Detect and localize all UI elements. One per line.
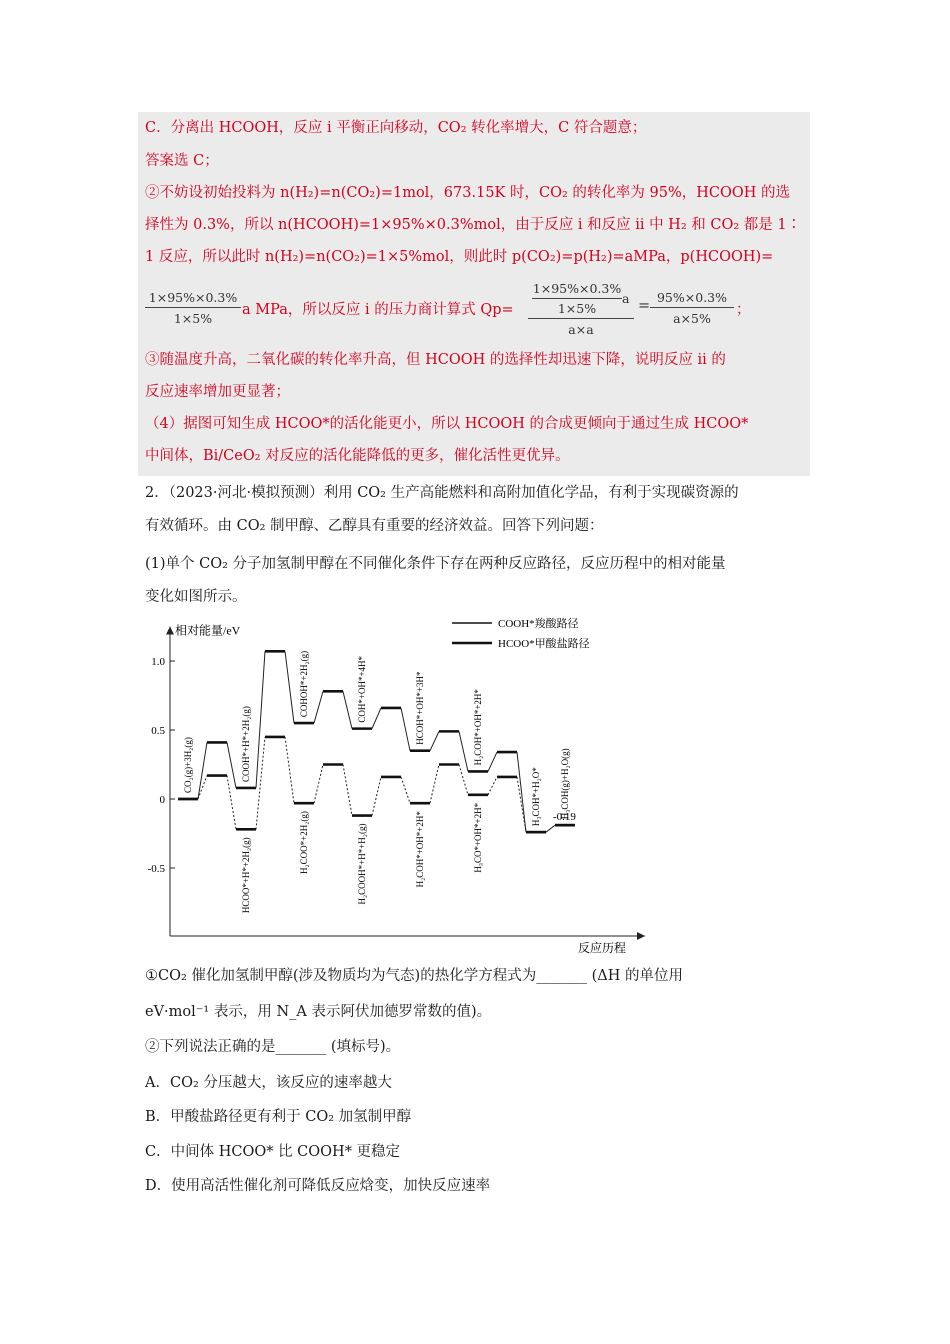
energy-connector [314,691,323,723]
answer-line-9: （4）据图可知生成 HCOO*的活化能更小，所以 HCOOH 的合成更倾向于通过生成 HCOO* [145,416,749,432]
answer-line-4: 择性为 0.3%，所以 n(HCOOH)=1×95%×0.3%mol，由于反应 i 和反应 ii 中 H₂ 和 CO₂ 都是 1∶ [145,217,802,233]
option-c: C．中间体 HCOO* 比 COOH* 更稳定 [145,1144,401,1160]
sub-question-1-line-1: ①CO₂ 催化加氢制甲醇(涉及物质均为气态)的热化学方程式为_______ (ΔH 的单位用 [145,968,683,984]
species-label: H₂COH*+OH*+2H* [415,811,425,888]
final-energy-annotation: -0.19 [553,811,576,824]
energy-connector [285,651,294,723]
y-axis-arrow [166,627,174,635]
option-d: D．使用高活性催化剂可降低反应焓变，加快反应速率 [145,1178,491,1194]
legend-label: HCOO*甲酸盐路径 [498,638,590,650]
energy-connector [256,737,265,829]
energy-connector [488,752,497,771]
energy-connector [198,776,207,799]
species-label: COHOH*+2H₂(g) [299,650,309,718]
species-label: HCOH*+OH*+3H* [415,671,425,745]
semicolon: ； [736,302,751,318]
energy-connector [430,731,439,750]
energy-connector [517,752,526,832]
question-line-3: (1)单个 CO₂ 分子加氢制甲醇在不同催化条件下存在两种反应路径，反应历程中的相对能量 [145,556,726,572]
answer-line-3: ②不妨设初始投料为 n(H₂)=n(CO₂)=1mol，673.15K 时，CO₂ 的转化率为 95%，HCOOH 的选 [145,185,790,201]
energy-connector [285,737,294,803]
energy-connector [459,731,468,771]
option-b: B．甲酸盐路径更有利于 CO₂ 加氢制甲醇 [145,1109,412,1125]
equals-sign: = [638,298,651,314]
x-axis-label: 反应历程 [578,941,627,955]
energy-connector [488,777,497,795]
legend-label: COOH*羧酸路径 [498,618,579,630]
frac1-numerator: 1×95%×0.3% [148,290,238,305]
x-axis-arrow [637,932,645,940]
answer-line-2: 答案选 C； [145,153,219,169]
frac1-denominator: 1×5% [173,311,213,326]
y-axis-label: 相对能量/eV [175,623,241,638]
answer-line-8: 反应速率增加更显著； [145,384,290,400]
energy-connector [314,765,323,804]
energy-connector [343,765,352,816]
energy-connector [256,651,265,788]
y-tick-label: 0.5 [151,725,165,737]
species-label: H₂COOH*+H*+H₂(g) [357,823,367,905]
energy-profile-chart [140,612,660,962]
energy-connector [430,765,439,804]
frac2-denominator: a×a [568,322,594,337]
answer-line-5: 1 反应，所以此时 n(H₂)=n(CO₂)=1×5%mol，则此时 p(CO₂)=p(H₂)=aMPa，p(HCOOH)= [145,249,774,265]
energy-connector [372,777,381,816]
energy-connector [401,708,410,751]
answer-line-6-mid: a MPa，所以反应 i 的压力商计算式 Qp= [242,302,514,318]
sub-question-2: ②下列说法正确的是_______ (填标号)。 [145,1039,401,1055]
species-label: H₃CO*+OH*+2H* [473,802,483,873]
frac1-bar [145,307,241,308]
frac3-denominator: a×5% [673,311,711,326]
energy-connector [459,765,468,795]
species-label: CO₂(g)+3H₂(g) [183,737,193,793]
species-label: H₂COH*+OH*+2H* [473,689,483,766]
frac3-numerator: 95%×0.3% [656,290,727,305]
species-label: COOH*+H*+2H₂(g) [241,706,251,782]
species-label: COH*+OH*+4H* [357,655,367,723]
question-line-2: 有效循环。由 CO₂ 制甲醇、乙醇具有重要的经济效益。回答下列问题： [145,518,604,534]
y-tick-label: 1.0 [151,656,165,668]
frac2-inner-bar [532,298,622,299]
species-label: HCOO*+H*+2H₂(g) [241,837,251,914]
question-line-4: 变化如图所示。 [145,589,247,605]
energy-connector [198,742,207,799]
frac2-bar [528,318,634,319]
energy-connector [343,691,352,728]
frac2-numerator-a: a [622,291,630,306]
energy-connector [372,708,381,729]
species-label: H₂COO*+2H₂(g) [299,811,309,874]
frac2-inner-denominator: 1×5% [557,301,597,316]
energy-connector [401,777,410,803]
energy-chart-svg [140,612,660,962]
answer-line-7: ③随温度升高，二氧化碳的转化率升高，但 HCOOH 的选择性却迅速下降，说明反应 ii 的 [145,352,726,368]
y-tick-label: -0.5 [147,863,165,875]
question-line-1: 2．（2023·河北·模拟预测）利用 CO₂ 生产高能燃料和高附加值化学品，有利于实现碳资源的 [145,485,739,501]
species-label: H₃COH*+H₂O* [531,767,541,827]
frac2-inner-numerator: 1×95%×0.3% [532,281,622,296]
answer-line-1: C．分离出 HCOOH，反应 i 平衡正向移动，CO₂ 转化率增大，C 符合题意； [145,120,647,136]
sub-question-1-line-2: eV·mol⁻¹ 表示，用 N_A 表示阿伏加德罗常数的值)。 [145,1004,492,1020]
energy-connector [546,825,555,832]
y-tick-label: 0 [159,794,165,806]
option-a: A．CO₂ 分压越大，该反应的速率越大 [145,1075,392,1091]
frac3-bar [650,307,734,308]
species-label: H₃COH(g)+H₂O(g) [560,748,570,820]
answer-line-10: 中间体，Bi/CeO₂ 对反应的活化能降低的更多，催化活性更优异。 [145,448,570,464]
